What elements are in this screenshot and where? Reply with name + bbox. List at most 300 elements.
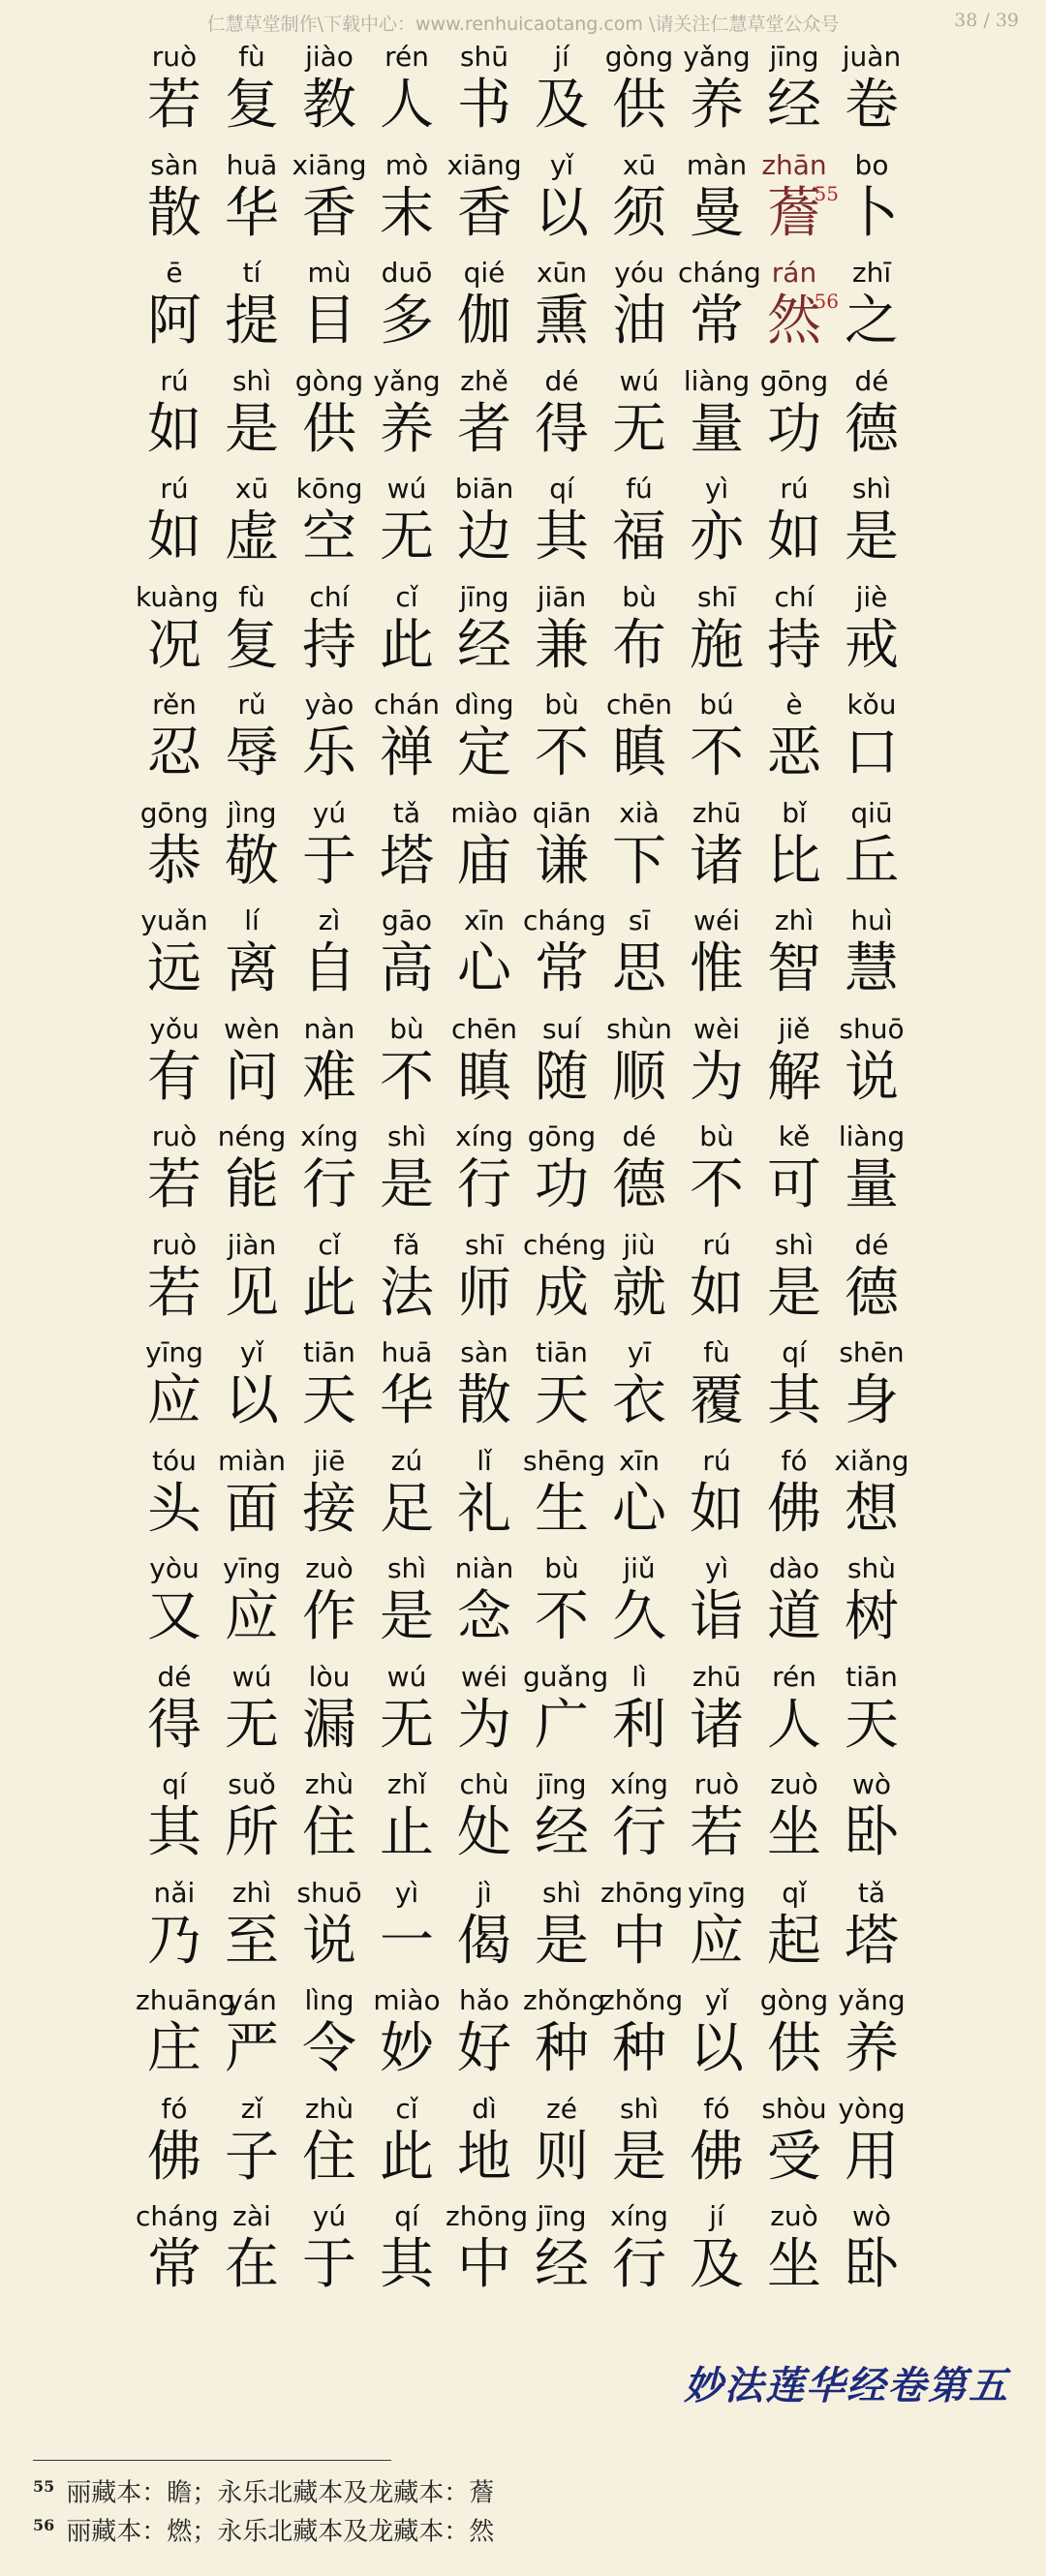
hanzi: 应 — [225, 1585, 279, 1648]
hanzi: 施 — [690, 613, 744, 677]
char-cell — [833, 1550, 910, 1659]
hanzi: 末 — [380, 181, 434, 245]
pinyin: yīng — [145, 1336, 203, 1368]
pinyin: jiě — [778, 1012, 811, 1045]
hanzi: 此 — [380, 2125, 434, 2189]
pinyin: zuò — [770, 2200, 818, 2232]
char-cell — [833, 363, 910, 472]
hanzi: 慧 — [845, 937, 899, 1000]
pinyin: cháng — [678, 257, 761, 289]
verse-right-half — [523, 363, 910, 472]
hanzi: 就 — [612, 1261, 666, 1325]
hanzi: 之 — [845, 290, 899, 353]
verse-row — [136, 1766, 910, 1875]
char-cell — [833, 1982, 910, 2091]
hanzi: 树 — [845, 1585, 899, 1648]
hanzi: 用 — [845, 2125, 899, 2189]
verse-right-half — [523, 255, 910, 363]
hanzi: 油 — [612, 290, 666, 353]
pinyin: zhān — [761, 148, 827, 181]
site-banner: 仁慧草堂制作\下载中心：www.renhuicaotang.com \请关注仁慧草堂公众号 — [206, 14, 840, 35]
char-cell — [833, 2198, 910, 2307]
hanzi: 不 — [690, 721, 744, 784]
char-cell — [291, 2091, 368, 2199]
verse-row — [136, 1550, 910, 1659]
hanzi: 面 — [225, 1477, 279, 1541]
pinyin: bù — [699, 1120, 734, 1152]
pinyin: lìng — [304, 1984, 354, 2016]
char-cell — [600, 1659, 678, 1767]
hanzi: 阿 — [147, 290, 201, 353]
pinyin: yǐ — [704, 1984, 729, 2016]
pinyin: nàn — [303, 1012, 355, 1045]
char-cell — [600, 1982, 684, 2091]
pinyin: zuò — [770, 1768, 818, 1800]
hanzi: 边 — [457, 506, 511, 568]
char-cell — [678, 39, 755, 147]
char-cell — [600, 471, 678, 579]
pinyin: yǐ — [549, 148, 574, 181]
pinyin: jiǔ — [623, 1552, 656, 1584]
pinyin: xīn — [618, 1444, 661, 1477]
hanzi: 福 — [612, 506, 666, 568]
char-cell — [213, 903, 291, 1011]
hanzi: 诸 — [690, 829, 744, 893]
pinyin: shēng — [523, 1444, 606, 1477]
char-cell — [136, 1443, 213, 1551]
hanzi: 处 — [457, 1801, 511, 1864]
char-cell — [291, 147, 368, 256]
verse-row — [136, 1443, 910, 1551]
char-cell — [446, 1766, 523, 1875]
pinyin: chēn — [605, 689, 673, 721]
pinyin: è — [785, 689, 803, 721]
char-cell — [368, 579, 446, 688]
verse-left-half — [136, 255, 523, 363]
char-cell — [833, 471, 910, 579]
char-cell — [523, 39, 600, 147]
pinyin: shùn — [606, 1012, 672, 1045]
char-cell — [523, 1875, 600, 1983]
verse-row — [136, 1119, 910, 1227]
hanzi: 住 — [302, 2125, 356, 2189]
pinyin: fù — [238, 41, 265, 73]
hanzi: 供 — [302, 397, 356, 461]
pinyin: yuǎn — [140, 905, 208, 936]
char-cell — [755, 1550, 833, 1659]
pinyin: qié — [463, 257, 506, 289]
hanzi: 能 — [225, 1153, 279, 1216]
pinyin: zì — [318, 905, 341, 936]
pinyin: néng — [217, 1120, 287, 1152]
pinyin: zhě — [460, 364, 508, 397]
pinyin: fú — [626, 473, 653, 505]
hanzi: 见 — [225, 1261, 279, 1325]
char-cell — [446, 1334, 523, 1443]
pinyin: jīng — [537, 2200, 587, 2232]
pinyin: zhū — [692, 1660, 742, 1693]
pinyin: rén — [772, 1660, 816, 1693]
hanzi: 丘 — [845, 829, 899, 893]
char-cell — [755, 1334, 833, 1443]
hanzi: 师 — [457, 1261, 511, 1325]
char-cell — [136, 2091, 213, 2199]
char-cell — [833, 579, 910, 688]
hanzi: 持 — [302, 613, 356, 677]
pinyin: yán — [227, 1984, 277, 2016]
hanzi: 难 — [302, 1045, 356, 1109]
hanzi: 远 — [147, 937, 201, 1000]
chapter-title: 妙法莲华经卷第五 — [684, 2363, 1009, 2408]
pinyin: zhǐ — [386, 1768, 427, 1800]
hanzi: 人 — [767, 1693, 821, 1757]
verse-row — [136, 255, 910, 363]
char-cell — [833, 1766, 910, 1875]
char-cell — [755, 39, 833, 147]
char-cell — [136, 1334, 213, 1443]
pinyin: cǐ — [318, 1228, 341, 1261]
hanzi: 顺 — [612, 1045, 666, 1109]
verse-right-half — [523, 2091, 910, 2199]
hanzi: 是 — [535, 1909, 589, 1973]
hanzi: 好 — [457, 2017, 511, 2080]
pinyin: fù — [238, 580, 265, 613]
pinyin: tǎ — [392, 796, 421, 829]
hanzi: 诸 — [690, 1693, 744, 1757]
pinyin: gòng — [294, 364, 364, 397]
hanzi: 如 — [690, 1477, 744, 1541]
char-cell — [755, 255, 839, 363]
hanzi: 又 — [147, 1585, 201, 1648]
pinyin: shòu — [761, 2092, 827, 2125]
hanzi: 供 — [612, 74, 666, 137]
char-cell — [755, 1875, 833, 1983]
char-cell — [523, 147, 600, 256]
char-cell — [833, 1334, 910, 1443]
char-cell — [833, 903, 910, 1011]
char-cell — [368, 687, 446, 795]
char-cell — [136, 579, 219, 688]
verse-left-half — [136, 471, 523, 579]
hanzi: 法 — [380, 1261, 434, 1325]
char-cell — [213, 1766, 291, 1875]
hanzi: 香 — [302, 181, 356, 245]
verse-row — [136, 2091, 910, 2199]
hanzi: 中 — [457, 2233, 511, 2296]
pinyin: xiāng — [446, 148, 522, 181]
hanzi: 卧 — [845, 2233, 899, 2296]
hanzi: 然 — [767, 290, 821, 353]
char-cell — [368, 1443, 446, 1551]
pinyin: tiān — [846, 1660, 898, 1693]
char-cell — [291, 795, 368, 904]
char-cell — [136, 687, 213, 795]
char-cell — [600, 687, 678, 795]
verse-right-half — [523, 1227, 910, 1335]
hanzi: 复 — [225, 613, 279, 677]
page-number: 38 / 39 — [954, 10, 1019, 31]
char-cell — [446, 579, 523, 688]
pinyin: yǎng — [373, 364, 441, 397]
pinyin: shuō — [296, 1876, 362, 1909]
hanzi: 若 — [147, 74, 201, 137]
hanzi: 高 — [380, 937, 434, 1000]
hanzi: 是 — [380, 1153, 434, 1216]
verse-row — [136, 1982, 910, 2091]
pinyin: zhī — [851, 257, 892, 289]
pinyin: dé — [622, 1120, 657, 1152]
pinyin: duō — [381, 257, 433, 289]
verse-row — [136, 363, 910, 472]
pinyin: zhù — [304, 2092, 354, 2125]
char-cell — [291, 1119, 368, 1227]
verse-left-half — [136, 903, 523, 1011]
verse-right-half — [523, 1550, 910, 1659]
char-cell — [678, 1982, 755, 2091]
hanzi: 若 — [147, 1261, 201, 1325]
pinyin: wèn — [224, 1012, 280, 1045]
char-cell — [833, 147, 910, 256]
hanzi: 说 — [845, 1045, 899, 1109]
pinyin: dé — [157, 1660, 192, 1693]
char-cell — [368, 1875, 446, 1983]
hanzi: 布 — [612, 613, 666, 677]
pinyin: suǒ — [228, 1768, 276, 1800]
pinyin: rán — [771, 257, 817, 289]
hanzi: 复 — [225, 74, 279, 137]
pinyin: wéi — [693, 905, 740, 936]
char-cell — [136, 1875, 213, 1983]
verse-right-half — [523, 1875, 910, 1983]
hanzi: 乐 — [302, 721, 356, 784]
pinyin: nǎi — [153, 1876, 196, 1909]
pinyin: bù — [544, 689, 579, 721]
verse-left-half — [136, 1011, 523, 1119]
char-cell — [600, 39, 678, 147]
hanzi: 心 — [612, 1477, 666, 1541]
char-cell — [678, 687, 755, 795]
verse-row — [136, 1659, 910, 1767]
hanzi: 行 — [302, 1153, 356, 1216]
char-cell — [213, 1227, 291, 1335]
char-cell — [291, 1766, 368, 1875]
pinyin: wú — [386, 1660, 427, 1693]
pinyin: liàng — [838, 1120, 906, 1152]
char-cell — [833, 1119, 910, 1227]
hanzi: 卷 — [845, 74, 899, 137]
verse-left-half — [136, 363, 523, 472]
pinyin: zuò — [305, 1552, 354, 1584]
char-cell — [678, 795, 755, 904]
char-cell — [446, 1659, 523, 1767]
char-cell — [213, 795, 291, 904]
pinyin: tiān — [303, 1336, 355, 1368]
pinyin: sī — [628, 905, 651, 936]
pinyin: yǎng — [838, 1984, 906, 2016]
pinyin: xīn — [463, 905, 506, 936]
hanzi: 者 — [457, 397, 511, 461]
footnote-text: 丽藏本：瞻；永乐北藏本及龙藏本：薝 — [66, 2478, 495, 2508]
hanzi: 严 — [225, 2017, 279, 2080]
char-cell — [446, 2198, 529, 2307]
char-cell — [291, 1550, 368, 1659]
hanzi: 道 — [767, 1585, 821, 1648]
char-cell — [446, 1119, 523, 1227]
pinyin: chí — [774, 580, 815, 613]
hanzi: 庙 — [457, 829, 511, 893]
pinyin: huā — [226, 148, 278, 181]
pinyin: xíng — [455, 1120, 513, 1152]
pinyin: jiè — [855, 580, 888, 613]
char-cell — [291, 1659, 368, 1767]
char-cell — [291, 2198, 368, 2307]
char-cell — [833, 1011, 910, 1119]
pinyin: zhū — [692, 796, 742, 829]
pinyin: yīng — [688, 1876, 746, 1909]
char-cell — [446, 795, 523, 904]
verse-right-half — [523, 1011, 910, 1119]
verse-right-half — [523, 2198, 910, 2307]
verse-row — [136, 795, 910, 904]
pinyin: yì — [704, 1552, 729, 1584]
hanzi: 此 — [380, 613, 434, 677]
char-cell — [291, 1875, 368, 1983]
hanzi: 头 — [147, 1477, 201, 1541]
pinyin: rú — [780, 473, 809, 505]
hanzi: 止 — [380, 1801, 434, 1864]
verse-right-half — [523, 903, 910, 1011]
char-cell — [600, 1766, 678, 1875]
pinyin: ē — [166, 257, 183, 289]
hanzi: 况 — [147, 613, 201, 677]
hanzi: 乃 — [147, 1909, 201, 1973]
hanzi: 德 — [612, 1153, 666, 1216]
char-cell — [755, 2091, 833, 2199]
pinyin: gòng — [759, 1984, 829, 2016]
pinyin: huì — [850, 905, 893, 936]
char-cell — [136, 147, 213, 256]
hanzi: 天 — [535, 1369, 589, 1432]
pinyin: biān — [454, 473, 514, 505]
char-cell — [678, 1334, 755, 1443]
page-header — [0, 10, 1046, 39]
char-cell — [136, 2198, 219, 2307]
pinyin: xiǎng — [834, 1444, 909, 1477]
char-cell — [446, 39, 523, 147]
char-cell — [368, 1659, 446, 1767]
verse-right-half — [523, 579, 910, 688]
pinyin: lòu — [308, 1660, 351, 1693]
hanzi: 多 — [380, 290, 434, 353]
hanzi: 教 — [302, 74, 356, 137]
pinyin: yú — [312, 2200, 347, 2232]
char-cell — [136, 471, 213, 579]
verse-right-half — [523, 1443, 910, 1551]
char-cell — [523, 2198, 600, 2307]
char-cell — [755, 795, 833, 904]
char-cell — [136, 1982, 235, 2091]
char-cell — [213, 39, 291, 147]
hanzi: 不 — [535, 721, 589, 784]
pinyin: cháng — [523, 905, 606, 936]
char-cell — [368, 1011, 446, 1119]
verse-row — [136, 1334, 910, 1443]
hanzi: 谦 — [535, 829, 589, 893]
pinyin: qí — [549, 473, 574, 505]
pinyin: bo — [854, 148, 889, 181]
footnote-ref: 55 — [814, 181, 839, 205]
pinyin: hǎo — [458, 1984, 510, 2016]
hanzi: 不 — [690, 1153, 744, 1216]
verse-row — [136, 1227, 910, 1335]
char-cell — [600, 1550, 678, 1659]
hanzi: 则 — [535, 2125, 589, 2189]
hanzi: 及 — [690, 2233, 744, 2296]
pinyin: ruò — [151, 1120, 198, 1152]
pinyin: dào — [768, 1552, 820, 1584]
char-cell — [600, 1011, 678, 1119]
pinyin: fó — [161, 2092, 188, 2125]
pinyin: shī — [696, 580, 737, 613]
char-cell — [136, 255, 213, 363]
pinyin: rú — [702, 1444, 731, 1477]
char-cell — [368, 363, 446, 472]
char-cell — [446, 471, 523, 579]
char-cell — [523, 1982, 606, 2091]
pinyin: rǔ — [237, 689, 266, 721]
pinyin: zǐ — [240, 2092, 263, 2125]
char-cell — [368, 255, 446, 363]
hanzi: 是 — [845, 506, 899, 568]
pinyin: fù — [703, 1336, 730, 1368]
char-cell — [678, 1011, 755, 1119]
hanzi: 身 — [845, 1369, 899, 1432]
pinyin: qí — [782, 1336, 807, 1368]
hanzi: 在 — [225, 2233, 279, 2296]
hanzi: 衣 — [612, 1369, 666, 1432]
hanzi: 其 — [380, 2233, 434, 2296]
char-cell — [368, 1550, 446, 1659]
char-cell — [755, 147, 839, 256]
pinyin: juàn — [842, 41, 902, 73]
hanzi: 经 — [535, 1801, 589, 1864]
pinyin: gōng — [759, 364, 829, 397]
hanzi: 住 — [302, 1801, 356, 1864]
verse-left-half — [136, 1334, 523, 1443]
pinyin: xūn — [536, 257, 588, 289]
char-cell — [523, 2091, 600, 2199]
char-cell — [833, 1443, 910, 1551]
pinyin: yī — [627, 1336, 652, 1368]
verse-left-half — [136, 39, 523, 147]
hanzi: 如 — [147, 397, 201, 461]
hanzi: 恭 — [147, 829, 201, 893]
char-cell — [755, 1227, 833, 1335]
pinyin: gòng — [604, 41, 674, 73]
char-cell — [523, 363, 600, 472]
hanzi: 生 — [535, 1477, 589, 1541]
char-cell — [678, 1659, 755, 1767]
footnote-number: 55 — [33, 2477, 55, 2496]
char-cell — [678, 1766, 755, 1875]
hanzi: 目 — [302, 290, 356, 353]
footnote-number: 56 — [33, 2516, 55, 2534]
char-cell — [600, 147, 678, 256]
hanzi: 佛 — [147, 2125, 201, 2189]
char-cell — [291, 1011, 368, 1119]
pinyin: qiū — [850, 796, 893, 829]
pinyin: bù — [389, 1012, 424, 1045]
